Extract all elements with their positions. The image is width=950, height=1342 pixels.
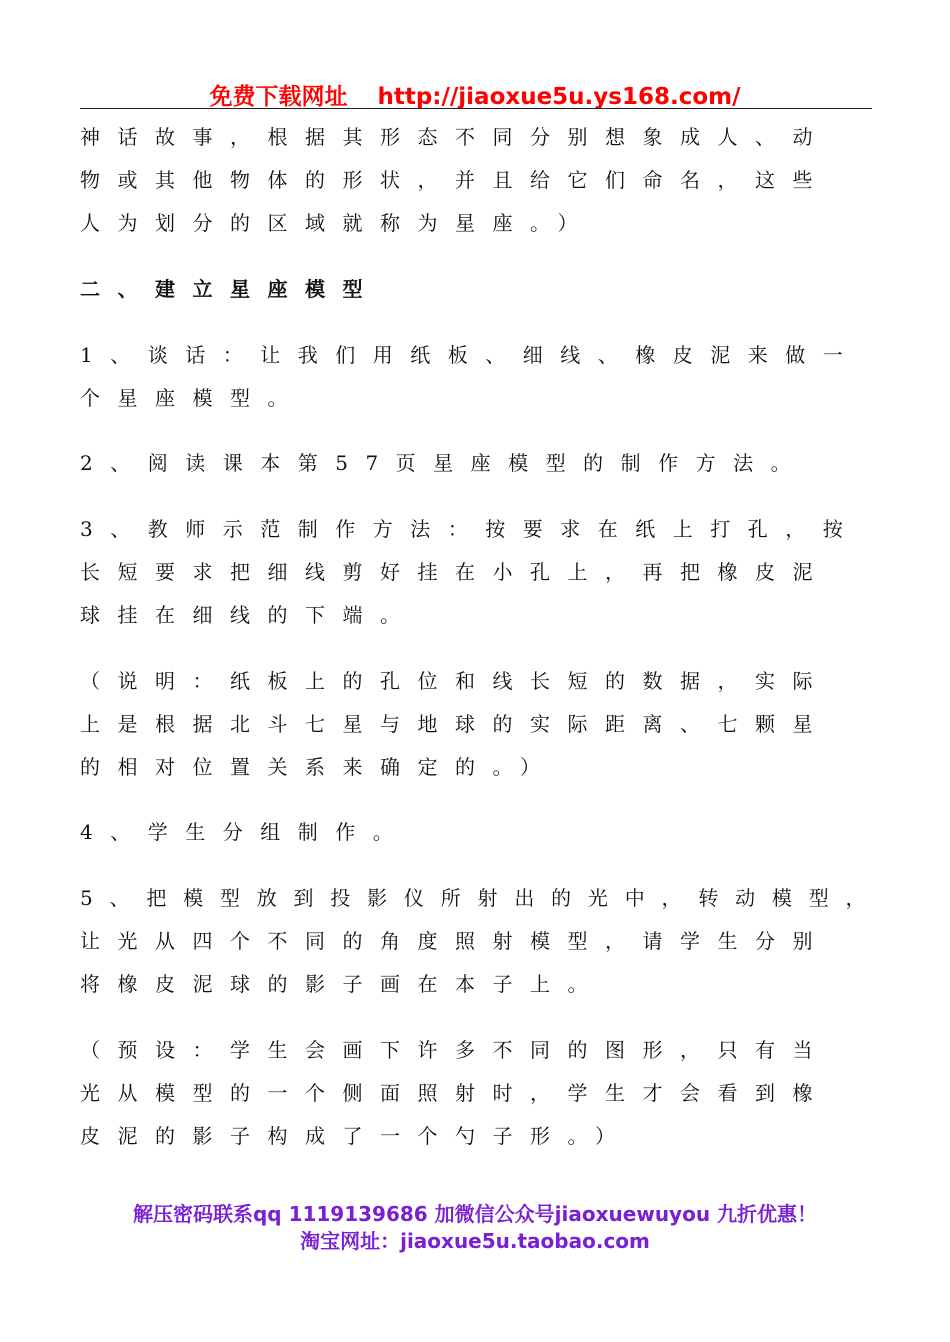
body-line: 物或其他物体的形状，并且给它们命名，这些 [80,168,830,192]
footer-taobao-link[interactable]: 淘宝网址：jiaoxue5u.taobao.com [300,1229,650,1253]
body-line: 5、把模型放到投影仪所射出的光中，转动模型， [80,886,883,910]
body-line: （说明：纸板上的孔位和线长短的数据，实际 [80,669,830,693]
body-line: 4、学生分组制作。 [80,820,411,844]
body-line: 3、教师示范制作方法：按要求在纸上打孔，按 [80,517,861,541]
body-line: 光从模型的一个侧面照射时，学生才会看到橡 [80,1081,830,1105]
page-header [0,78,950,111]
body-line: 让光从四个不同的角度照射模型，请学生分别 [80,929,830,953]
header-url-link[interactable]: http://jiaoxue5u.ys168.com/ [377,84,741,110]
body-line: 球挂在细线的下端。 [80,603,418,627]
header-divider [80,108,872,109]
body-line: 的相对位置关系来确定的。） [80,755,558,779]
body-line: 皮泥的影子构成了一个勺子形。） [80,1124,633,1148]
body-line: 个星座模型。 [80,386,305,410]
body-line: 1、谈话：让我们用纸板、细线、橡皮泥来做一 [80,343,861,367]
body-line: 神话故事，根据其形态不同分别想象成人、动 [80,125,830,149]
body-line: 2、阅读课本第57页星座模型的制作方法。 [80,451,809,475]
body-line: 上是根据北斗七星与地球的实际距离、七颗星 [80,712,830,736]
header-label: 免费下载网址 [209,84,348,110]
body-line: 长短要求把细线剪好挂在小孔上，再把橡皮泥 [80,560,830,584]
footer-contact: 解压密码联系qq 1119139686 加微信公众号jiaoxuewuyou 九折优惠！ [132,1202,818,1226]
body-line: 将橡皮泥球的影子画在本子上。 [80,972,605,996]
body-line: （预设：学生会画下许多不同的图形，只有当 [80,1038,830,1062]
section-heading: 二、建立星座模型 [80,277,380,301]
body-line: 人为划分的区域就称为星座。） [80,211,595,235]
